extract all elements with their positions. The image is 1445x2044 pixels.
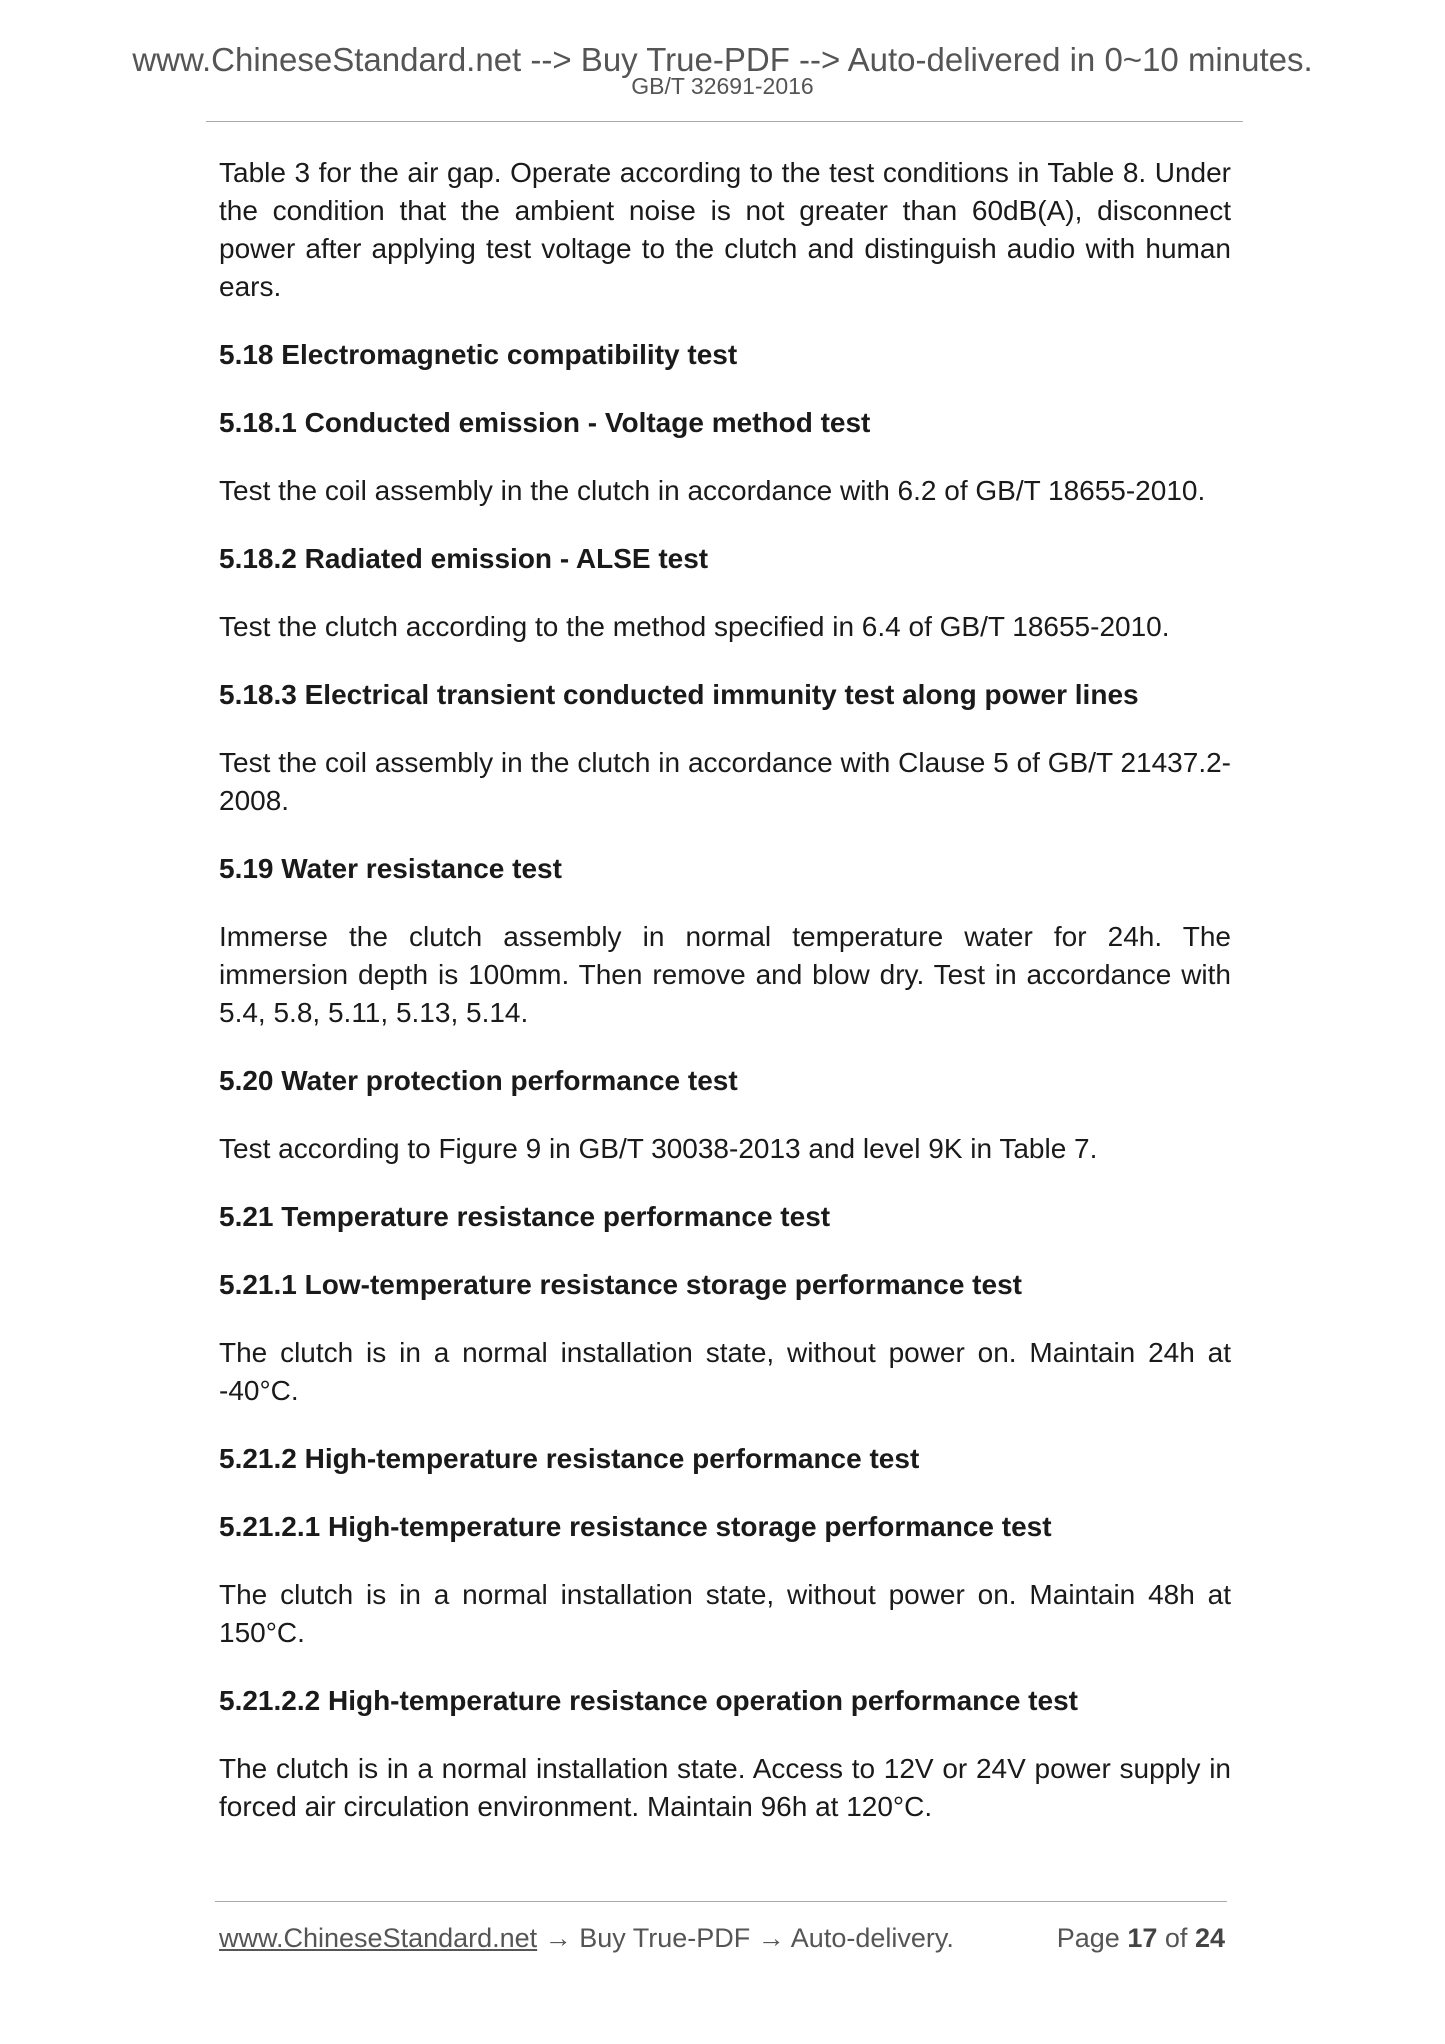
heading-5-18-3: 5.18.3 Electrical transient conducted immunity test along power lines bbox=[219, 679, 1139, 710]
heading-5-19: 5.19 Water resistance test bbox=[219, 853, 562, 884]
paragraph-5-21-2-1: The clutch is in a normal installation state, without power on. Maintain 48h at 150°C. bbox=[219, 1579, 1231, 1648]
paragraph-5-21-1: The clutch is in a normal installation state, without power on. Maintain 24h at -40°C. bbox=[219, 1337, 1231, 1406]
of-label: of bbox=[1164, 1923, 1188, 1953]
footer-site-link[interactable]: www.ChineseStandard.net bbox=[219, 1923, 538, 1953]
heading-5-18-1: 5.18.1 Conducted emission - Voltage method test bbox=[219, 407, 871, 438]
header-divider bbox=[206, 121, 1243, 122]
heading-5-21-2: 5.21.2 High-temperature resistance performance test bbox=[219, 1443, 920, 1474]
arrow-right-icon: → bbox=[757, 1923, 785, 1953]
paragraph-5-18-2: Test the clutch according to the method specified in 6.4 of GB/T 18655-2010. bbox=[219, 611, 1170, 642]
paragraph-5-21-2-2: The clutch is in a normal installation state. Access to 12V or 24V power supply in forced air circulation environment. Maintain 96h at 120°C. bbox=[219, 1753, 1231, 1822]
heading-5-21: 5.21 Temperature resistance performance test bbox=[219, 1201, 831, 1232]
total-pages: 24 bbox=[1194, 1923, 1225, 1953]
paragraph-5-18-3: Test the coil assembly in the clutch in accordance with Clause 5 of GB/T 21437.2-2008. bbox=[219, 747, 1231, 816]
page-number: 17 bbox=[1127, 1923, 1158, 1953]
heading-5-18: 5.18 Electromagnetic compatibility test bbox=[219, 339, 738, 370]
heading-5-18-2: 5.18.2 Radiated emission - ALSE test bbox=[219, 543, 709, 574]
heading-5-20: 5.20 Water protection performance test bbox=[219, 1065, 738, 1096]
footer-buy-text: Buy True-PDF bbox=[579, 1923, 751, 1953]
paragraph-air-gap: Table 3 for the air gap. Operate according to the test conditions in Table 8. Under the condition that the ambient noise is not greater than 60dB(A), disconnect power after applying test voltage to the clutch and distinguish audio with human ears. bbox=[219, 157, 1231, 302]
heading-5-21-1: 5.21.1 Low-temperature resistance storage performance test bbox=[219, 1269, 1022, 1300]
arrow-right-icon: → bbox=[544, 1923, 572, 1953]
paragraph-5-19: Immerse the clutch assembly in normal temperature water for 24h. The immersion depth is 100mm. Then remove and blow dry. Test in accordance with 5.4, 5.8, 5.11, 5.13, 5.14. bbox=[219, 921, 1231, 1028]
page-label: Page bbox=[1056, 1923, 1120, 1953]
standard-code: GB/T 32691-2016 bbox=[631, 73, 814, 99]
site-banner: www.ChineseStandard.net --> Buy True-PDF --> Auto-delivered in 0~10 minutes. bbox=[132, 41, 1313, 78]
footer-divider bbox=[215, 1901, 1227, 1902]
paragraph-5-18-1: Test the coil assembly in the clutch in accordance with 6.2 of GB/T 18655-2010. bbox=[219, 475, 1206, 506]
page-indicator bbox=[1057, 1918, 1225, 1958]
heading-5-21-2-2: 5.21.2.2 High-temperature resistance operation performance test bbox=[219, 1685, 1078, 1716]
paragraph-5-20: Test according to Figure 9 in GB/T 30038-2013 and level 9K in Table 7. bbox=[219, 1133, 1098, 1164]
footer-left bbox=[219, 1918, 954, 1958]
heading-5-21-2-1: 5.21.2.1 High-temperature resistance storage performance test bbox=[219, 1511, 1052, 1542]
footer-delivery-text: Auto-delivery. bbox=[790, 1923, 954, 1953]
page-footer bbox=[219, 1918, 1225, 1958]
page-content bbox=[219, 154, 1231, 1856]
